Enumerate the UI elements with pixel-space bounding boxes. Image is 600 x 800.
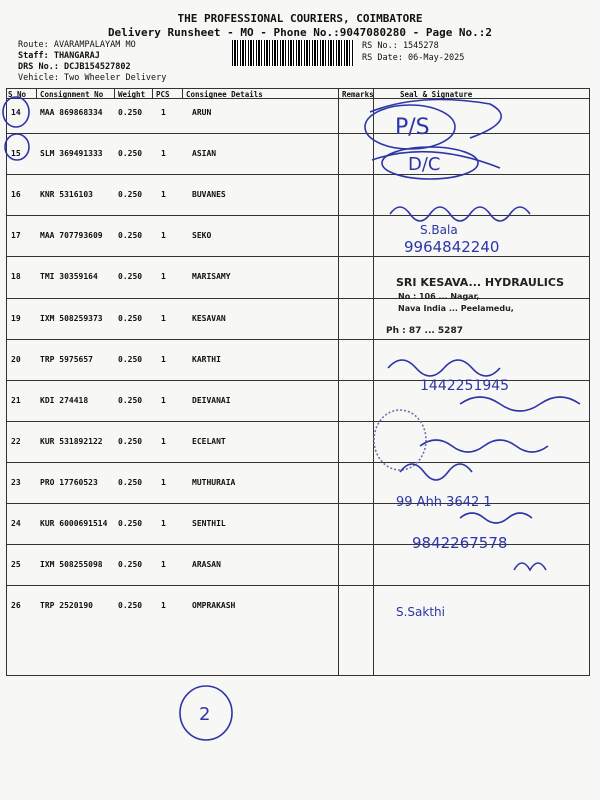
cell-consignment-no: IXM 508255098 [40,560,103,569]
row-divider [6,544,590,545]
handwritten-name: S.Sakthi [396,605,445,619]
cell-consignee: BUVANES [192,190,226,199]
col-remarks: Remarks [342,90,374,99]
handwritten-phone: 99 Ahh 3642 1 [396,495,492,510]
runsheet-subtitle: Delivery Runsheet - MO - Phone No.:9047080280 - Page No.:2 [107,26,493,39]
cell-sno: 19 [11,314,21,323]
cell-sno: 17 [11,231,21,240]
cell-consignment-no: MAA 869868334 [40,108,103,117]
cell-consignment-no: PRO 17760523 [40,478,98,487]
cell-consignment-no: TMI 30359164 [40,272,98,281]
stamp-line: SRI KESAVA... HYDRAULICS [396,276,565,289]
handwritten-remark-ps: P/S [395,115,430,140]
cell-sno: 20 [11,355,21,364]
company-stamp [380,266,590,346]
handwritten-page-number: 2 [199,704,211,725]
row-divider [6,380,590,381]
cell-consignment-no: KNR 5316103 [40,190,93,199]
cell-pcs: 1 [161,314,166,323]
cell-consignee: ARASAN [192,560,221,569]
cell-consignment-no: SLM 369491333 [40,149,103,158]
table-rule [114,88,115,98]
row-divider [6,256,590,257]
barcode-image [232,40,354,66]
col-sno: S No [8,90,27,99]
circle-mark [180,686,232,740]
cell-consignment-no: KUR 6000691514 [40,519,108,528]
cell-consignee: MUTHURAIA [192,478,236,487]
table-rule [36,88,37,98]
table-row [6,591,590,653]
cell-weight: 0.250 [118,560,143,569]
cell-sno: 16 [11,190,21,199]
cell-weight: 0.250 [118,314,143,323]
cell-consignee: KESAVAN [192,314,226,323]
cell-pcs: 1 [161,601,166,610]
cell-weight: 0.250 [118,601,143,610]
cell-pcs: 1 [161,478,166,487]
cell-weight: 0.250 [118,355,143,364]
cell-consignee: KARTHI [192,355,221,364]
cell-weight: 0.250 [118,149,143,158]
cell-weight: 0.250 [118,272,143,281]
route-label: Route: AVARAMPALAYAM MO [18,40,136,50]
cell-sno: 23 [11,478,21,487]
cell-pcs: 1 [161,560,166,569]
cell-pcs: 1 [161,355,166,364]
col-weight: Weight [118,90,146,99]
cell-pcs: 1 [161,231,166,240]
cell-consignee: DEIVANAI [192,396,231,405]
cell-consignee: SEKO [192,231,212,240]
cell-weight: 0.250 [118,190,143,199]
cell-pcs: 1 [161,149,166,158]
col-consignee: Consignee Details [186,90,263,99]
cell-pcs: 1 [161,190,166,199]
table-rule [6,675,590,676]
cell-sno: 22 [11,437,21,446]
row-divider [6,585,590,586]
cell-consignment-no: KUR 531892122 [40,437,103,446]
vehicle-label: Vehicle: Two Wheeler Delivery [18,73,167,83]
col-pcs: PCS [156,90,170,99]
cell-consignee: ASIAN [192,149,217,158]
col-consignment: Consignment No [40,90,104,99]
handwritten-phone: 1442251945 [420,378,510,394]
cell-weight: 0.250 [118,519,143,528]
cell-weight: 0.250 [118,108,143,117]
rs-number: RS No.: 1545278 [362,41,439,51]
cell-sno: 25 [11,560,21,569]
cell-pcs: 1 [161,396,166,405]
cell-weight: 0.250 [118,437,143,446]
drs-number: DRS No.: DCJB154527802 [18,62,131,72]
table-rule [182,88,183,98]
company-title: THE PROFESSIONAL COURIERS, COIMBATORE [177,12,423,25]
stamp-line: No : 106 ... Nagar, [398,292,480,301]
handwritten-phone: 9964842240 [404,238,500,256]
cell-pcs: 1 [161,108,166,117]
cell-sno: 21 [11,396,21,405]
row-divider [6,503,590,504]
cell-weight: 0.250 [118,396,143,405]
cell-consignment-no: KDI 274418 [40,396,89,405]
row-divider [6,421,590,422]
cell-sno: 24 [11,519,21,528]
cell-consignee: ARUN [192,108,212,117]
cell-consignment-no: IXM 508259373 [40,314,103,323]
row-divider [6,174,590,175]
cell-consignee: SENTHIL [192,519,226,528]
row-divider [6,215,590,216]
cell-sno: 26 [11,601,21,610]
stamp-line: Ph : 87 ... 5287 [386,326,463,336]
handwritten-phone: 9842267578 [412,534,508,552]
cell-weight: 0.250 [118,231,143,240]
handwritten-remark-dc: D/C [408,154,441,175]
cell-pcs: 1 [161,437,166,446]
cell-sno: 18 [11,272,21,281]
col-seal-signature: Seal & Signature [400,90,473,99]
staff-label: Staff: THANGARAJ [18,51,100,61]
rs-date: RS Date: 06-May-2025 [362,53,465,63]
handwritten-name: S.Bala [420,223,458,237]
cell-consignment-no: TRP 2520190 [40,601,93,610]
row-divider [6,462,590,463]
cell-pcs: 1 [161,519,166,528]
cell-pcs: 1 [161,272,166,281]
cell-consignment-no: MAA 707793609 [40,231,103,240]
cell-consignment-no: TRP 5975657 [40,355,93,364]
cell-consignee: MARISAMY [192,272,231,281]
table-rule [152,88,153,98]
table-rule [6,88,590,89]
cell-weight: 0.250 [118,478,143,487]
cell-sno: 15 [11,149,21,158]
row-divider [6,133,590,134]
cell-sno: 14 [11,108,21,117]
stamp-line: Nava India ... Peelamedu, [398,304,514,313]
cell-consignee: ECELANT [192,437,226,446]
cell-consignee: OMPRAKASH [192,601,236,610]
